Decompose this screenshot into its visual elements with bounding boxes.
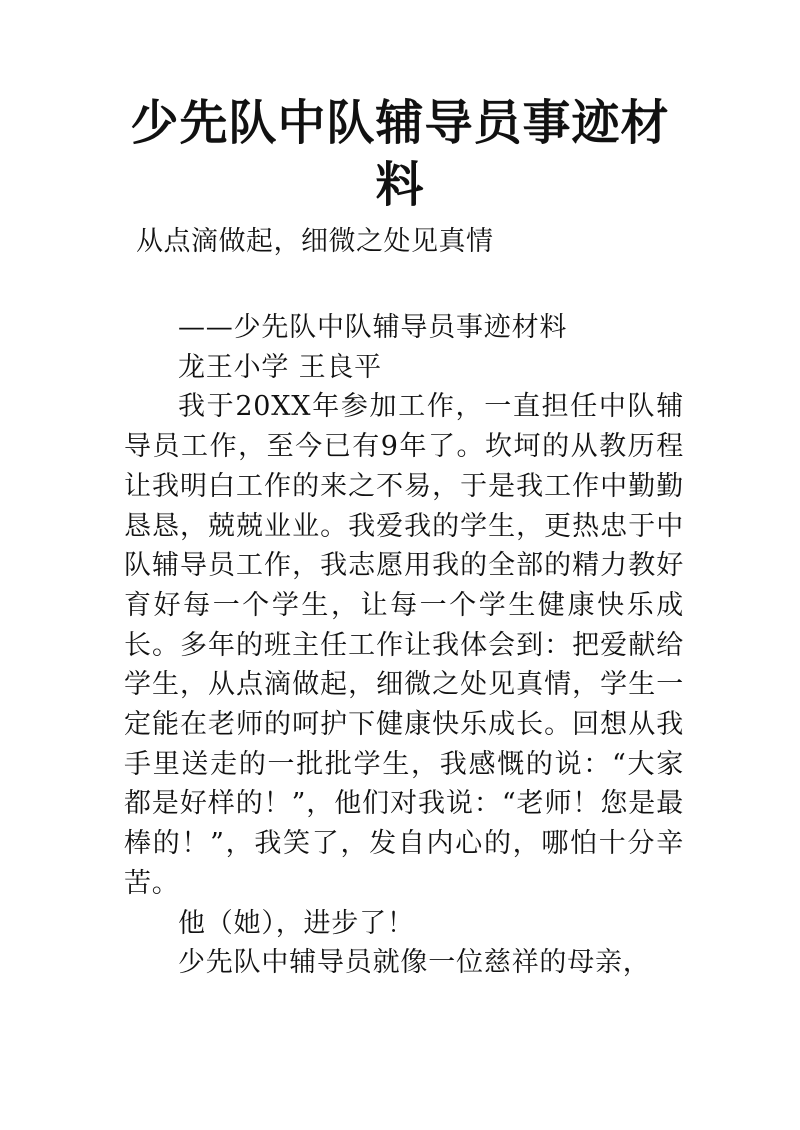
paragraph-dash-title: ——少先队中队辅导员事迹材料 [178, 312, 568, 343]
paragraph-author: 龙王小学 王良平 [178, 351, 382, 383]
document-body [124, 308, 684, 983]
paragraph-counselor: 少先队中辅导员就像一位慈祥的母亲， [178, 947, 651, 979]
paragraph-main: 我于20XX年参加工作，一直担任中队辅导员工作，至今已有9年了。坎坷的从教历程让我明白工作的来之不易，于是我工作中勤勤恳恳，兢兢业业。我爱我的学生，更热忠于中队辅导员工作，我志愿用我的全部的精力教好育好每一个学生，让每一个学生健康快乐成长。多年的班主任工作让我体会到：把爱献给学生，从点滴做起，细微之处见真情，学生一定能在老师的呵护下健康快乐成长。回想从我手里送走的一批批学生，我感慨的说：“大家都是好样的！”，他们对我说：“老师！您是最棒的！”，我笑了，发自内心的，哪怕十分辛苦。 [124, 391, 684, 899]
paragraph-progress: 他（她），进步了！ [178, 907, 415, 939]
document-title: 少先队中队辅导员事迹材料 [130, 95, 670, 213]
document-subtitle: 从点滴做起，细微之处见真情 [136, 226, 494, 257]
